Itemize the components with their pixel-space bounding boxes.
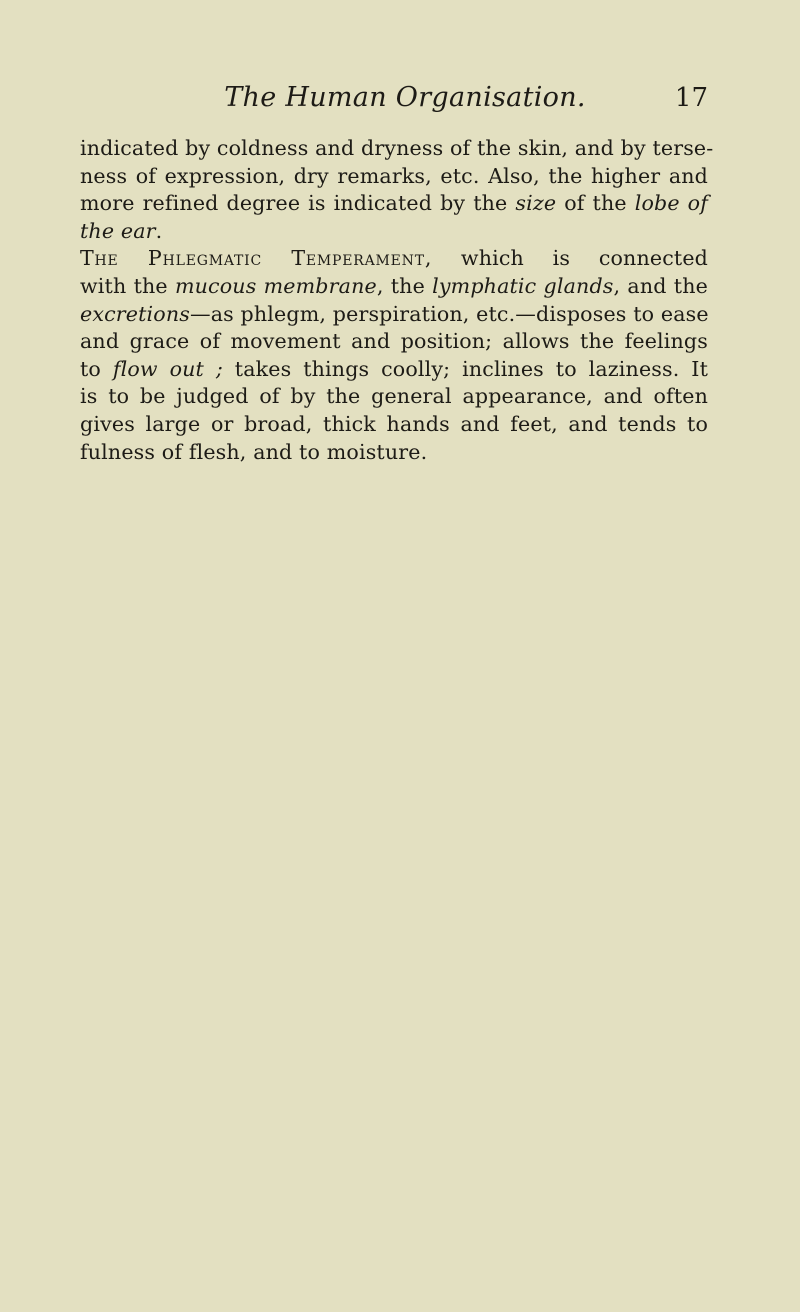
- emphasis: the ear: [80, 218, 156, 243]
- text-line: the ear.: [80, 218, 163, 243]
- page-number: 17: [674, 83, 708, 113]
- text-line: fulness of flesh, and to moisture.: [80, 439, 428, 464]
- text-line: with the mucous membrane, the lymphatic glands, and the: [80, 273, 708, 298]
- text-line: and grace of movement and position; allows the feelings: [80, 329, 708, 354]
- emphasis: lymphatic glands: [432, 273, 614, 298]
- paragraph-sanguine-continuation: [80, 135, 714, 245]
- section-heading-phlegmatic: The Phlegmatic Temperament,: [80, 246, 433, 271]
- text-line: gives large or broad, thick hands and feet, and tends to: [80, 411, 708, 436]
- text-line: indicated by coldness and dryness of the skin, and by terse-: [80, 136, 714, 160]
- emphasis: mucous membrane: [174, 273, 377, 298]
- emphasis: flow out ;: [112, 356, 223, 381]
- running-title: The Human Organisation.: [224, 82, 586, 113]
- body-text: [80, 135, 714, 466]
- text-line: ness of expression, dry remarks, etc. Also, the higher and: [80, 163, 708, 188]
- text-line: is to be judged of by the general appearance, and often: [80, 384, 708, 409]
- text-line: The Phlegmatic Temperament, which is connected: [80, 246, 709, 271]
- running-header: [80, 80, 720, 116]
- paragraph-phlegmatic-temperament: [80, 245, 708, 466]
- text-line: to flow out ; takes things coolly; inclines to laziness. It: [80, 356, 709, 381]
- emphasis: lobe of: [634, 191, 709, 216]
- text-line: excretions—as phlegm, perspiration, etc.—disposes to ease: [80, 301, 709, 326]
- emphasis: size: [515, 191, 557, 216]
- emphasis: excretions: [80, 301, 190, 326]
- text-line: more refined degree is indicated by the size of the lobe of: [80, 191, 709, 216]
